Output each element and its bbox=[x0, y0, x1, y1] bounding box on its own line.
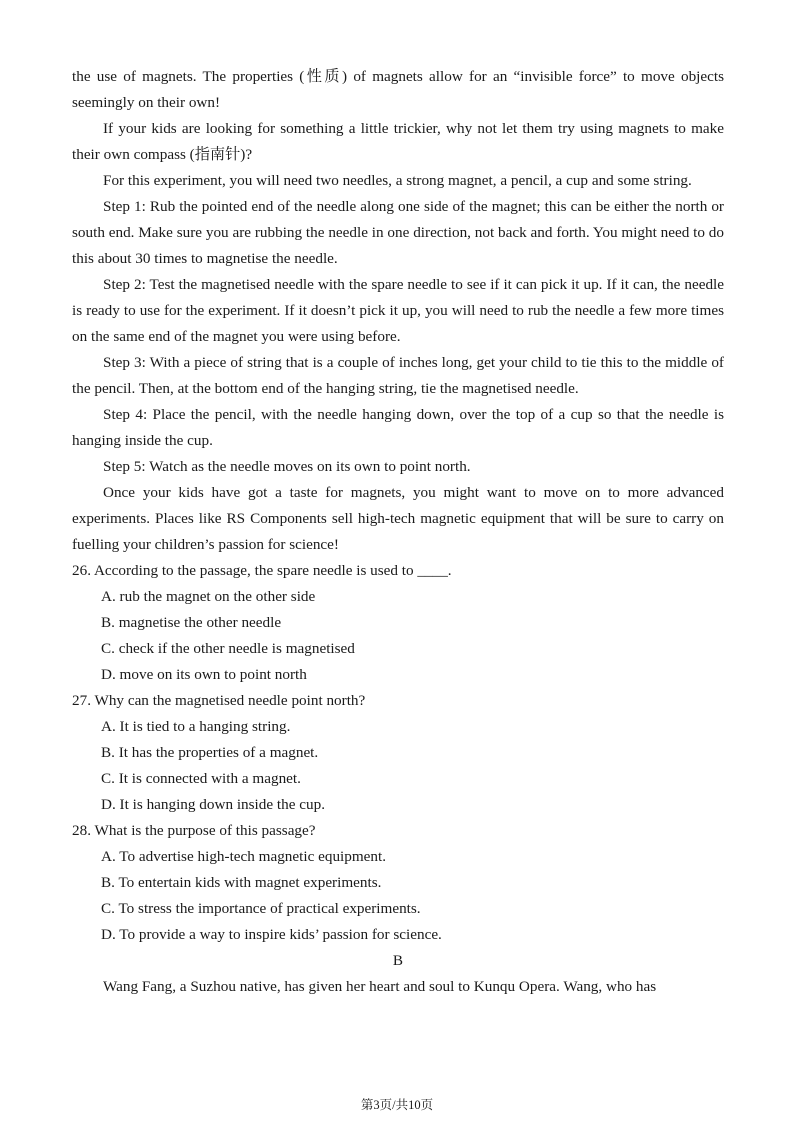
question-27-option-b: B. It has the properties of a magnet. bbox=[101, 744, 319, 761]
passage-a-conclusion: Once your kids have got a taste for magnets, you might want to move on to more advanced experiments. Places like RS Components sell high-tech magnetic equipment that will be sure to carry on fuelling your children’s passion for science! bbox=[72, 484, 724, 553]
passage-a-step-1: Step 1: Rub the pointed end of the needle along one side of the magnet; this can be either the north or south end. Make sure you are rubbing the needle in one direction, not back and forth. You might need to do this about 30 times to magnetise the needle. bbox=[72, 198, 724, 267]
question-28 bbox=[72, 818, 724, 948]
question-27-option-c: C. It is connected with a magnet. bbox=[101, 770, 301, 787]
question-26 bbox=[72, 558, 724, 688]
page-footer: 第3页/共10页 bbox=[360, 1098, 434, 1112]
question-28-option-c: C. To stress the importance of practical experiments. bbox=[101, 900, 421, 917]
passage-a-step-4: Step 4: Place the pencil, with the needle hanging down, over the top of a cup so that the needle is hanging inside the cup. bbox=[72, 406, 724, 449]
passage-a-paragraph-2: If your kids are looking for something a little trickier, why not let them try using magnets to make their own compass (指南针)? bbox=[72, 120, 724, 163]
passage-a-step-2: Step 2: Test the magnetised needle with the spare needle to see if it can pick it up. If it can, the needle is ready to use for the experiment. If it doesn’t pick it up, you will need to rub the needle a few more times on the same end of the magnet you were using before. bbox=[72, 276, 724, 345]
question-28-option-b: B. To entertain kids with magnet experiments. bbox=[101, 874, 382, 891]
passage-b-paragraph-1: Wang Fang, a Suzhou native, has given her heart and soul to Kunqu Opera. Wang, who has bbox=[103, 978, 657, 995]
page-content bbox=[72, 64, 724, 1000]
passage-a-paragraph-1: the use of magnets. The properties (性质) of magnets allow for an “invisible force” to move objects seemingly on their own! bbox=[72, 68, 724, 111]
question-28-option-a: A. To advertise high-tech magnetic equipment. bbox=[101, 848, 387, 865]
question-27-stem: 27. Why can the magnetised needle point north? bbox=[72, 692, 366, 709]
question-27-option-a: A. It is tied to a hanging string. bbox=[101, 718, 291, 735]
question-28-stem: 28. What is the purpose of this passage? bbox=[72, 822, 316, 839]
question-26-option-a: A. rub the magnet on the other side bbox=[101, 588, 316, 605]
question-27-option-d: D. It is hanging down inside the cup. bbox=[101, 796, 325, 813]
question-26-option-d: D. move on its own to point north bbox=[101, 666, 307, 683]
passage-a-paragraph-3: For this experiment, you will need two needles, a strong magnet, a pencil, a cup and some string. bbox=[103, 172, 692, 189]
question-28-option-d: D. To provide a way to inspire kids’ passion for science. bbox=[101, 926, 442, 943]
question-27 bbox=[72, 688, 724, 818]
question-26-stem: 26. According to the passage, the spare needle is used to ____. bbox=[72, 562, 452, 579]
passage-a-step-5: Step 5: Watch as the needle moves on its own to point north. bbox=[103, 458, 471, 475]
passage-a-step-3: Step 3: With a piece of string that is a couple of inches long, get your child to tie this to the middle of the pencil. Then, at the bottom end of the hanging string, tie the magnetised needle. bbox=[72, 354, 724, 397]
question-26-option-b: B. magnetise the other needle bbox=[101, 614, 282, 631]
question-26-option-c: C. check if the other needle is magnetised bbox=[101, 640, 355, 657]
passage-b-title: B bbox=[392, 952, 404, 969]
